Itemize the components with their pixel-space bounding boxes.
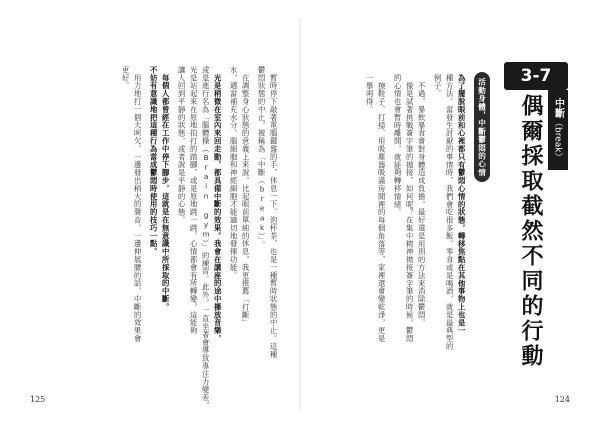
right-body-line-6: 的心情也會暫時離開，就能夠轉移情緒。 <box>393 74 403 217</box>
left-body-line-4: 水，適當補充水分，腦細胞和神經細胞才能適切地發揮功能。 <box>229 66 239 280</box>
subtitle: 活動身體，中斷鬱悶的心情 <box>477 77 487 177</box>
page-title: 偶爾採取截然不同的行動 <box>518 94 543 369</box>
left-body-line-1: 暫時停下敲著電腦鍵盤的手，休息一下。泡杯茶，也是一種暫時狀態的中止。這種 <box>269 66 279 359</box>
left-body-line-2: 鬱悶狀態的中止，被稱為「中斷（break）」。 <box>257 66 267 249</box>
right-body-line-2: 種方法。當發生討厭的事情時，我們會吃很多飯、零食或是喝酒，就是最典型的 <box>445 74 455 351</box>
left-body-line-3: 在調整身心狀態的意義上來說，比起眼前單純的休息，我更推薦「打斷」 <box>241 66 251 327</box>
section-label: 中斷 <box>552 98 564 119</box>
left-body-line-10: 不妨有意識地把這種行為當成鬱悶時使用的技巧一點。 <box>149 66 159 256</box>
page-number-left: 125 <box>30 395 46 404</box>
left-body-line-5: 光是稍微在室內來回走動，都具備中斷的效果。我會在講座的途中播放音樂， <box>213 66 223 343</box>
left-body-line-7: 光是站起來在原地拍打的踏腳，或是原地跳一跳，心情都會有所轉變，這能夠 <box>189 66 199 335</box>
section-label-bar <box>548 90 568 170</box>
right-body-line-4: 不過，暴飲暴食會對身體造成負擔，最好還是用別的方法來消除鬱悶。 <box>417 74 427 327</box>
right-body-line-7: 擦鞋子、打掃、用吸塵器吸滿房間裡的每個角落等，家裡還會變乾淨，更是 <box>377 74 387 343</box>
section-label-latin: （break） <box>552 118 563 162</box>
section-number: 3-7 <box>520 66 552 86</box>
subtitle-pill <box>474 72 490 182</box>
left-body-line-9: 每個人都曾經在工作中停下腳步，這就是在無意識中所採取的中斷。 <box>161 66 171 311</box>
right-body-line-8: 一舉兩得。 <box>365 74 375 114</box>
right-body-line-1: 為了擺脫眼前和心裡都只有鬱悶心情的狀態，轉移焦點在其他事物上也是一 <box>457 74 467 335</box>
section-number-box <box>504 62 568 90</box>
right-body-line-5: 像是試著挑戰簽字筆的拋接，如何呢？在集中精神拋接簽字筆的時候，鬱悶 <box>405 74 415 343</box>
page-gutter <box>298 18 302 410</box>
left-body-line-6: 或是進行名為「腦體操（Brain gym）」的練習。此外，一直坐著會導致專注力變差， <box>201 66 211 410</box>
left-body-line-11: 用力地打一個大呵欠，一邊發出稍大的聲音，一邊伸展腰的話，中斷的效果會 <box>133 66 143 343</box>
left-body-line-8: 讓人回到平靜的狀態，或者說是平靜的心態。 <box>177 66 187 224</box>
right-body-line-3: 例子。 <box>433 74 443 98</box>
left-body-line-12: 更好。 <box>121 66 131 90</box>
page-number-right: 124 <box>554 395 570 404</box>
